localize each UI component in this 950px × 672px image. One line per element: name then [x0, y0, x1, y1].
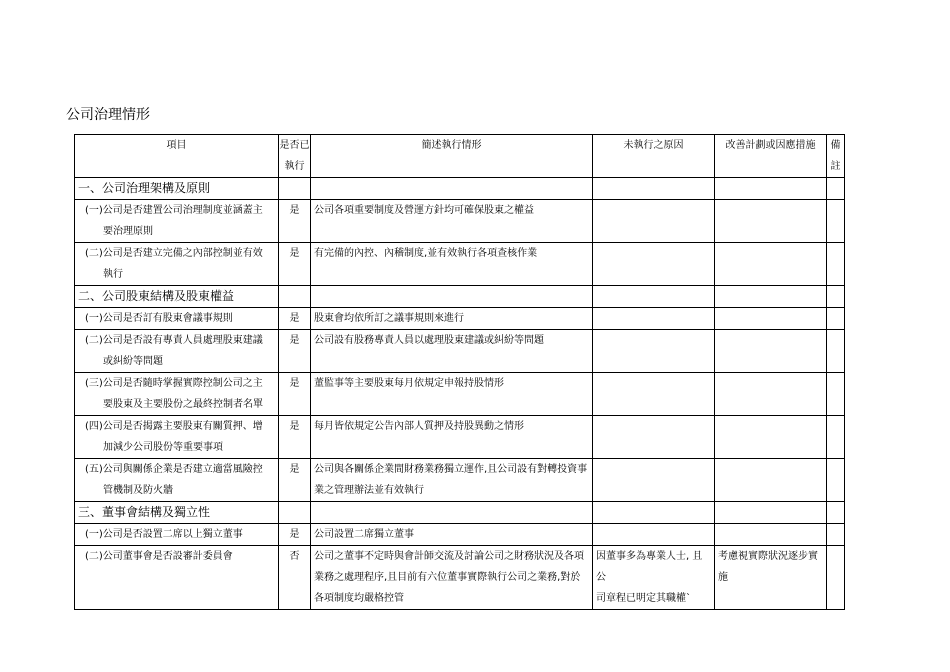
item-cell: (五)公司與關係企業是否建立適當風險控 管機制及防火牆 [75, 459, 279, 502]
description-cell: 公司各項重要制度及營運方針均可確保股東之權益 [311, 200, 593, 243]
section-title: 三、董事會結構及獨立性 [75, 502, 279, 524]
item-cell: (四)公司是否揭露主要股東有關質押、增 加減少公司股份等重要事項 [75, 416, 279, 459]
executed-cell: 是 [279, 459, 311, 502]
plan-cell [715, 243, 827, 286]
plan-cell [715, 502, 827, 524]
plan-cell [715, 200, 827, 243]
description-cell: 公司設置二席獨立董事 [311, 524, 593, 546]
executed-cell: 是 [279, 524, 311, 546]
reason-cell [593, 502, 715, 524]
executed-cell: 是 [279, 416, 311, 459]
page-title: 公司治理情形 [66, 107, 150, 123]
executed-cell: 是 [279, 373, 311, 416]
description-cell: 公司與各關係企業間財務業務獨立運作,且公司設有對轉投資事 業之管理辦法並有效執行 [311, 459, 593, 502]
plan-cell: 考慮視實際狀況逐步實 施 [715, 546, 827, 610]
table-row [75, 416, 845, 459]
section-row [75, 502, 845, 524]
executed-cell: 否 [279, 546, 311, 610]
remark-cell [827, 330, 845, 373]
reason-cell [593, 416, 715, 459]
description-cell [311, 502, 593, 524]
reason-cell [593, 243, 715, 286]
table-row [75, 546, 845, 610]
header-executed: 是否已 執行 [279, 135, 311, 178]
plan-cell [715, 373, 827, 416]
item-cell: (一)公司是否訂有股東會議事規則 [75, 308, 279, 330]
executed-cell [279, 502, 311, 524]
section-row [75, 178, 845, 200]
executed-cell [279, 286, 311, 308]
plan-cell [715, 524, 827, 546]
header-plan: 改善計劃或因應措施 [715, 135, 827, 178]
item-cell: (二)公司是否設有專責人員處理股東建議 或糾紛等問題 [75, 330, 279, 373]
description-cell: 董監事等主要股東每月依規定申報持股情形 [311, 373, 593, 416]
plan-cell [715, 308, 827, 330]
reason-cell: 因董事多為專業人士, 且公 司章程已明定其職權` [593, 546, 715, 610]
table-row [75, 200, 845, 243]
item-cell: (二)公司董事會是否設審計委員會 [75, 546, 279, 610]
item-cell: (三)公司是否隨時掌握實際控制公司之主 要股東及主要股份之最終控制者名單 [75, 373, 279, 416]
remark-cell [827, 243, 845, 286]
header-remark: 備 註 [827, 135, 845, 178]
table-row [75, 330, 845, 373]
remark-cell [827, 286, 845, 308]
item-cell: (一)公司是否設置二席以上獨立董事 [75, 524, 279, 546]
remark-cell [827, 373, 845, 416]
remark-cell [827, 459, 845, 502]
description-cell: 股東會均依所訂之議事規則來進行 [311, 308, 593, 330]
remark-cell [827, 546, 845, 610]
item-cell: (一)公司是否建置公司治理制度並涵蓋主 要治理原則 [75, 200, 279, 243]
description-cell [311, 178, 593, 200]
reason-cell [593, 200, 715, 243]
plan-cell [715, 416, 827, 459]
remark-cell [827, 308, 845, 330]
table-row [75, 243, 845, 286]
table-row [75, 524, 845, 546]
description-cell: 公司設有股務專責人員以處理股東建議或糾紛等問題 [311, 330, 593, 373]
corporate-governance-table [74, 134, 845, 610]
remark-cell [827, 524, 845, 546]
executed-cell [279, 178, 311, 200]
description-cell: 公司之董事不定時與會計師交流及討論公司之財務狀況及各項 業務之處理程序,且目前有六位董事實際執行公司之業務,對於 各項制度均嚴格控管 [311, 546, 593, 610]
reason-cell [593, 286, 715, 308]
remark-cell [827, 502, 845, 524]
header-item: 項目 [75, 135, 279, 178]
reason-cell [593, 373, 715, 416]
section-row [75, 286, 845, 308]
plan-cell [715, 459, 827, 502]
table-row [75, 459, 845, 502]
reason-cell [593, 308, 715, 330]
reason-cell [593, 330, 715, 373]
plan-cell [715, 178, 827, 200]
header-row [75, 135, 845, 178]
table-row [75, 373, 845, 416]
remark-cell [827, 200, 845, 243]
item-cell: (二)公司是否建立完備之內部控制並有效 執行 [75, 243, 279, 286]
executed-cell: 是 [279, 200, 311, 243]
executed-cell: 是 [279, 308, 311, 330]
header-reason: 未執行之原因 [593, 135, 715, 178]
executed-cell: 是 [279, 243, 311, 286]
plan-cell [715, 330, 827, 373]
section-title: 一、公司治理架構及原則 [75, 178, 279, 200]
reason-cell [593, 178, 715, 200]
executed-cell: 是 [279, 330, 311, 373]
remark-cell [827, 178, 845, 200]
section-title: 二、公司股東結構及股東權益 [75, 286, 279, 308]
header-description: 簡述執行情形 [311, 135, 593, 178]
remark-cell [827, 416, 845, 459]
description-cell: 有完備的內控、內稽制度,並有效執行各項查核作業 [311, 243, 593, 286]
plan-cell [715, 286, 827, 308]
reason-cell [593, 459, 715, 502]
reason-cell [593, 524, 715, 546]
description-cell: 每月皆依規定公告內部人質押及持股異動之情形 [311, 416, 593, 459]
table-row [75, 308, 845, 330]
description-cell [311, 286, 593, 308]
